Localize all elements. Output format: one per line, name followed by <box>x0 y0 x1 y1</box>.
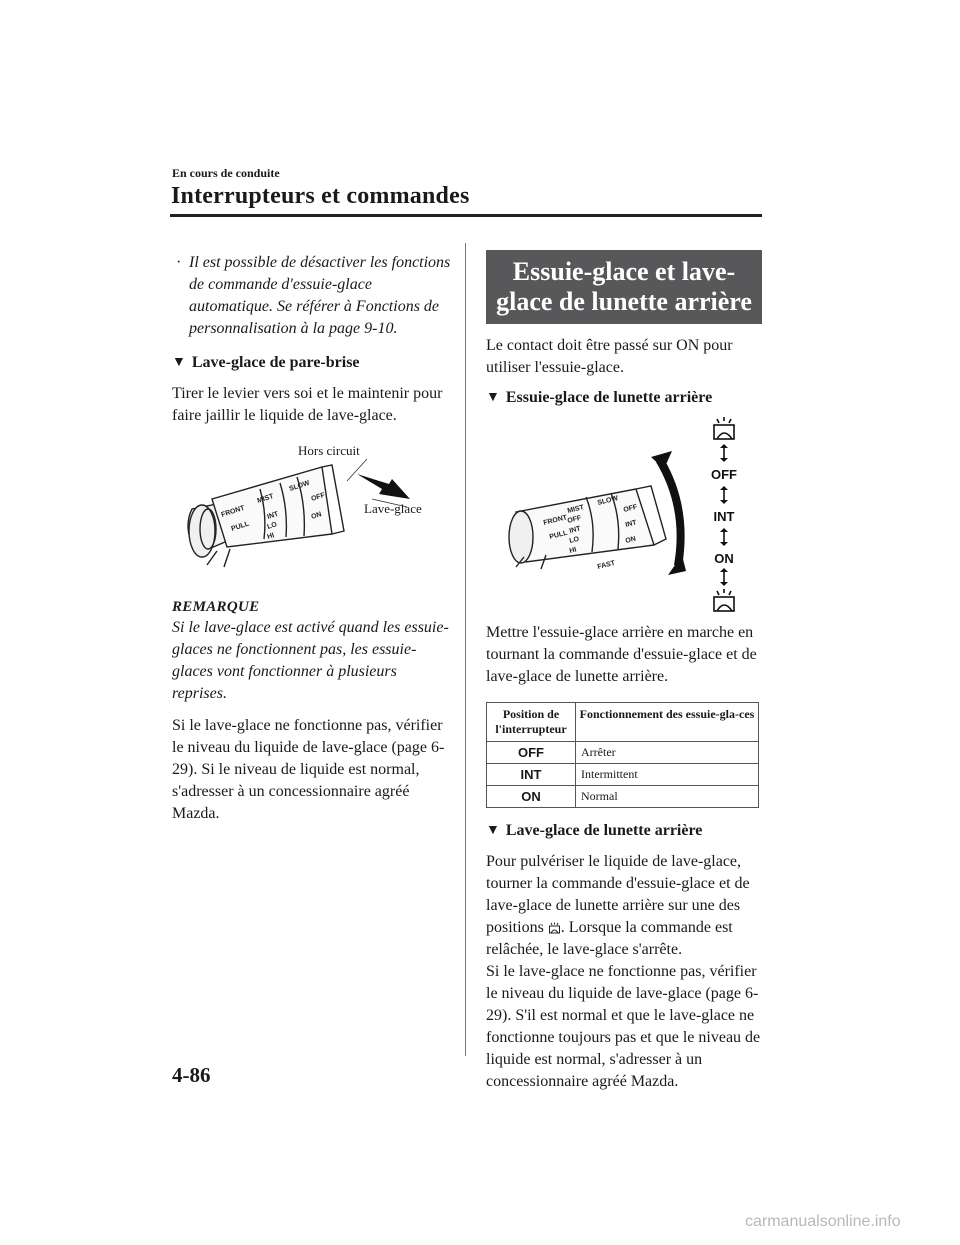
table-cell-position: INT <box>487 764 576 786</box>
stalk-label-fast: FAST <box>596 559 616 571</box>
rotate-arrow-icon <box>656 459 685 567</box>
washer-icon-bottom <box>714 589 734 611</box>
switch-position-table <box>486 702 759 808</box>
stalk-label-slow: SLOW <box>596 495 619 507</box>
check-paragraph: Si le lave-glace ne fonctionne pas, vérifier le niveau du liquide de lave-glace (page 6-29). Si le niveau de liquide est normal, s'adresser à un concessionnaire agréé Mazda. <box>172 717 445 822</box>
stalk-label-slow: SLOW <box>288 479 311 493</box>
column-divider <box>465 243 466 1056</box>
bullet-dot-icon: · <box>176 254 182 271</box>
pull-arrow-icon <box>357 474 410 499</box>
page-number: 4-86 <box>172 1063 211 1087</box>
washer-position-icon <box>548 922 561 934</box>
stalk-label-pull: PULL <box>230 520 251 533</box>
washer-icon-top <box>714 417 734 439</box>
stalk-label-off: OFF <box>566 514 583 525</box>
rear-washer-text-2: . Lorsque la commande est relâchée, le lave-glace s'arrête. <box>486 919 733 958</box>
right-column <box>486 250 762 1093</box>
table-cell-function: Arrêter <box>576 742 759 764</box>
table-cell-function: Intermittent <box>576 764 759 786</box>
washer-paragraph: Tirer le levier vers soi et le maintenir pour faire jaillir le liquide de lave-glace. <box>172 385 443 424</box>
note-title: REMARQUE <box>172 599 260 615</box>
table-cell-position: OFF <box>487 742 576 764</box>
rear-wiper-paragraph: Mettre l'essuie-glace arrière en marche en tournant la commande d'essuie-glace et de lave-glace de lunette arrière. <box>486 624 757 685</box>
heading-text: Lave-glace de lunette arrière <box>505 822 703 839</box>
table-row <box>487 742 759 764</box>
stalk-label-front: FRONT <box>542 514 568 527</box>
rear-washer-text-1: Pour pulvériser le liquide de lave-glace, tourner la commande d'essuie-glace et de lave-glace de lunette arrière sur une des positions <box>486 853 750 936</box>
stalk-label-off-rear: OFF <box>622 503 639 514</box>
intro-paragraph: Le contact doit être passé sur ON pour utiliser l'essuie-glace. <box>486 337 733 376</box>
stalk-label-int-rear: INT <box>624 519 638 529</box>
rear-stalk-illustration <box>486 417 762 619</box>
stalk-label-int: INT <box>568 525 582 535</box>
heading-rear-wiper <box>486 387 762 409</box>
stalk-label-lo: LO <box>266 521 278 531</box>
heading-text: Essuie-glace de lunette arrière <box>505 389 713 406</box>
fig-label-off: Hors circuit <box>298 443 360 458</box>
stalk-label-front: FRONT <box>220 504 246 519</box>
table-header-row <box>487 703 759 742</box>
stalk-label-hi: HI <box>266 532 276 541</box>
stalk-label-int: INT <box>266 510 280 521</box>
stalk-label-mist: MIST <box>566 504 585 515</box>
stalk-label-off: OFF <box>310 491 326 503</box>
triangle-down-icon: ▼ <box>172 355 186 370</box>
table-cell-position: ON <box>487 786 576 808</box>
stalk-label-lo: LO <box>568 535 580 545</box>
triangle-down-icon: ▼ <box>486 390 500 405</box>
chapter-title: Interrupteurs et commandes <box>171 183 470 209</box>
table-row <box>487 764 759 786</box>
table-row <box>487 786 759 808</box>
rotate-arrow-head-top-icon <box>651 451 672 469</box>
front-wiper-stalk-figure <box>172 439 452 589</box>
rear-washer-text-3: Si le lave-glace ne fonctionne pas, vérifier le niveau du liquide de lave-glace (page 6-29). S'il est normal et que le lave-glace ne fonctionne toujours pas et que le niveau de liquide est normal, s'adresser à un concessionnaire agréé Mazda. <box>486 963 761 1090</box>
table-cell-function: Normal <box>576 786 759 808</box>
note-text: Si le lave-glace est activé quand les essuie-glaces ne fonctionnent pas, les essuie-glaces vont fonctionner à plusieurs reprises. <box>172 619 449 702</box>
fig-label-washer: Lave-glace <box>364 501 422 516</box>
position-label-off: OFF <box>711 467 737 482</box>
position-label-on: ON <box>714 551 734 566</box>
stalk-label-on-rear: ON <box>624 535 637 545</box>
heading-text: Lave-glace de pare-brise <box>191 354 360 371</box>
header-rule <box>170 214 762 217</box>
stalk-label-hi: HI <box>568 546 578 555</box>
section-banner: Essuie-glace et lave-glace de lunette arrière <box>486 250 762 324</box>
table-header-function: Fonctionnement des essuie-gla-ces <box>576 703 759 742</box>
position-label-int: INT <box>713 509 735 524</box>
stalk-label-mist: MIST <box>256 493 275 505</box>
heading-rear-washer <box>486 820 762 842</box>
triangle-down-icon: ▼ <box>486 823 500 838</box>
heading-windshield-washer <box>172 352 452 374</box>
table-header-position: Position de l'interrupteur <box>487 703 576 742</box>
bullet-item <box>176 252 452 340</box>
rear-wiper-stalk-figure <box>486 417 762 619</box>
stalk-label-on: ON <box>310 511 323 521</box>
stalk-label-pull: PULL <box>548 529 569 541</box>
watermark: carmanualsonline.info <box>745 1213 901 1230</box>
left-column <box>172 252 452 825</box>
rear-washer-paragraph <box>486 851 762 1093</box>
bullet-text: Il est possible de désactiver les fonctions de commande d'essuie-glace automatique. Se référer à Fonctions de personnalisation à la page 9-10. <box>189 254 451 337</box>
section-label: En cours de conduite <box>172 166 280 180</box>
